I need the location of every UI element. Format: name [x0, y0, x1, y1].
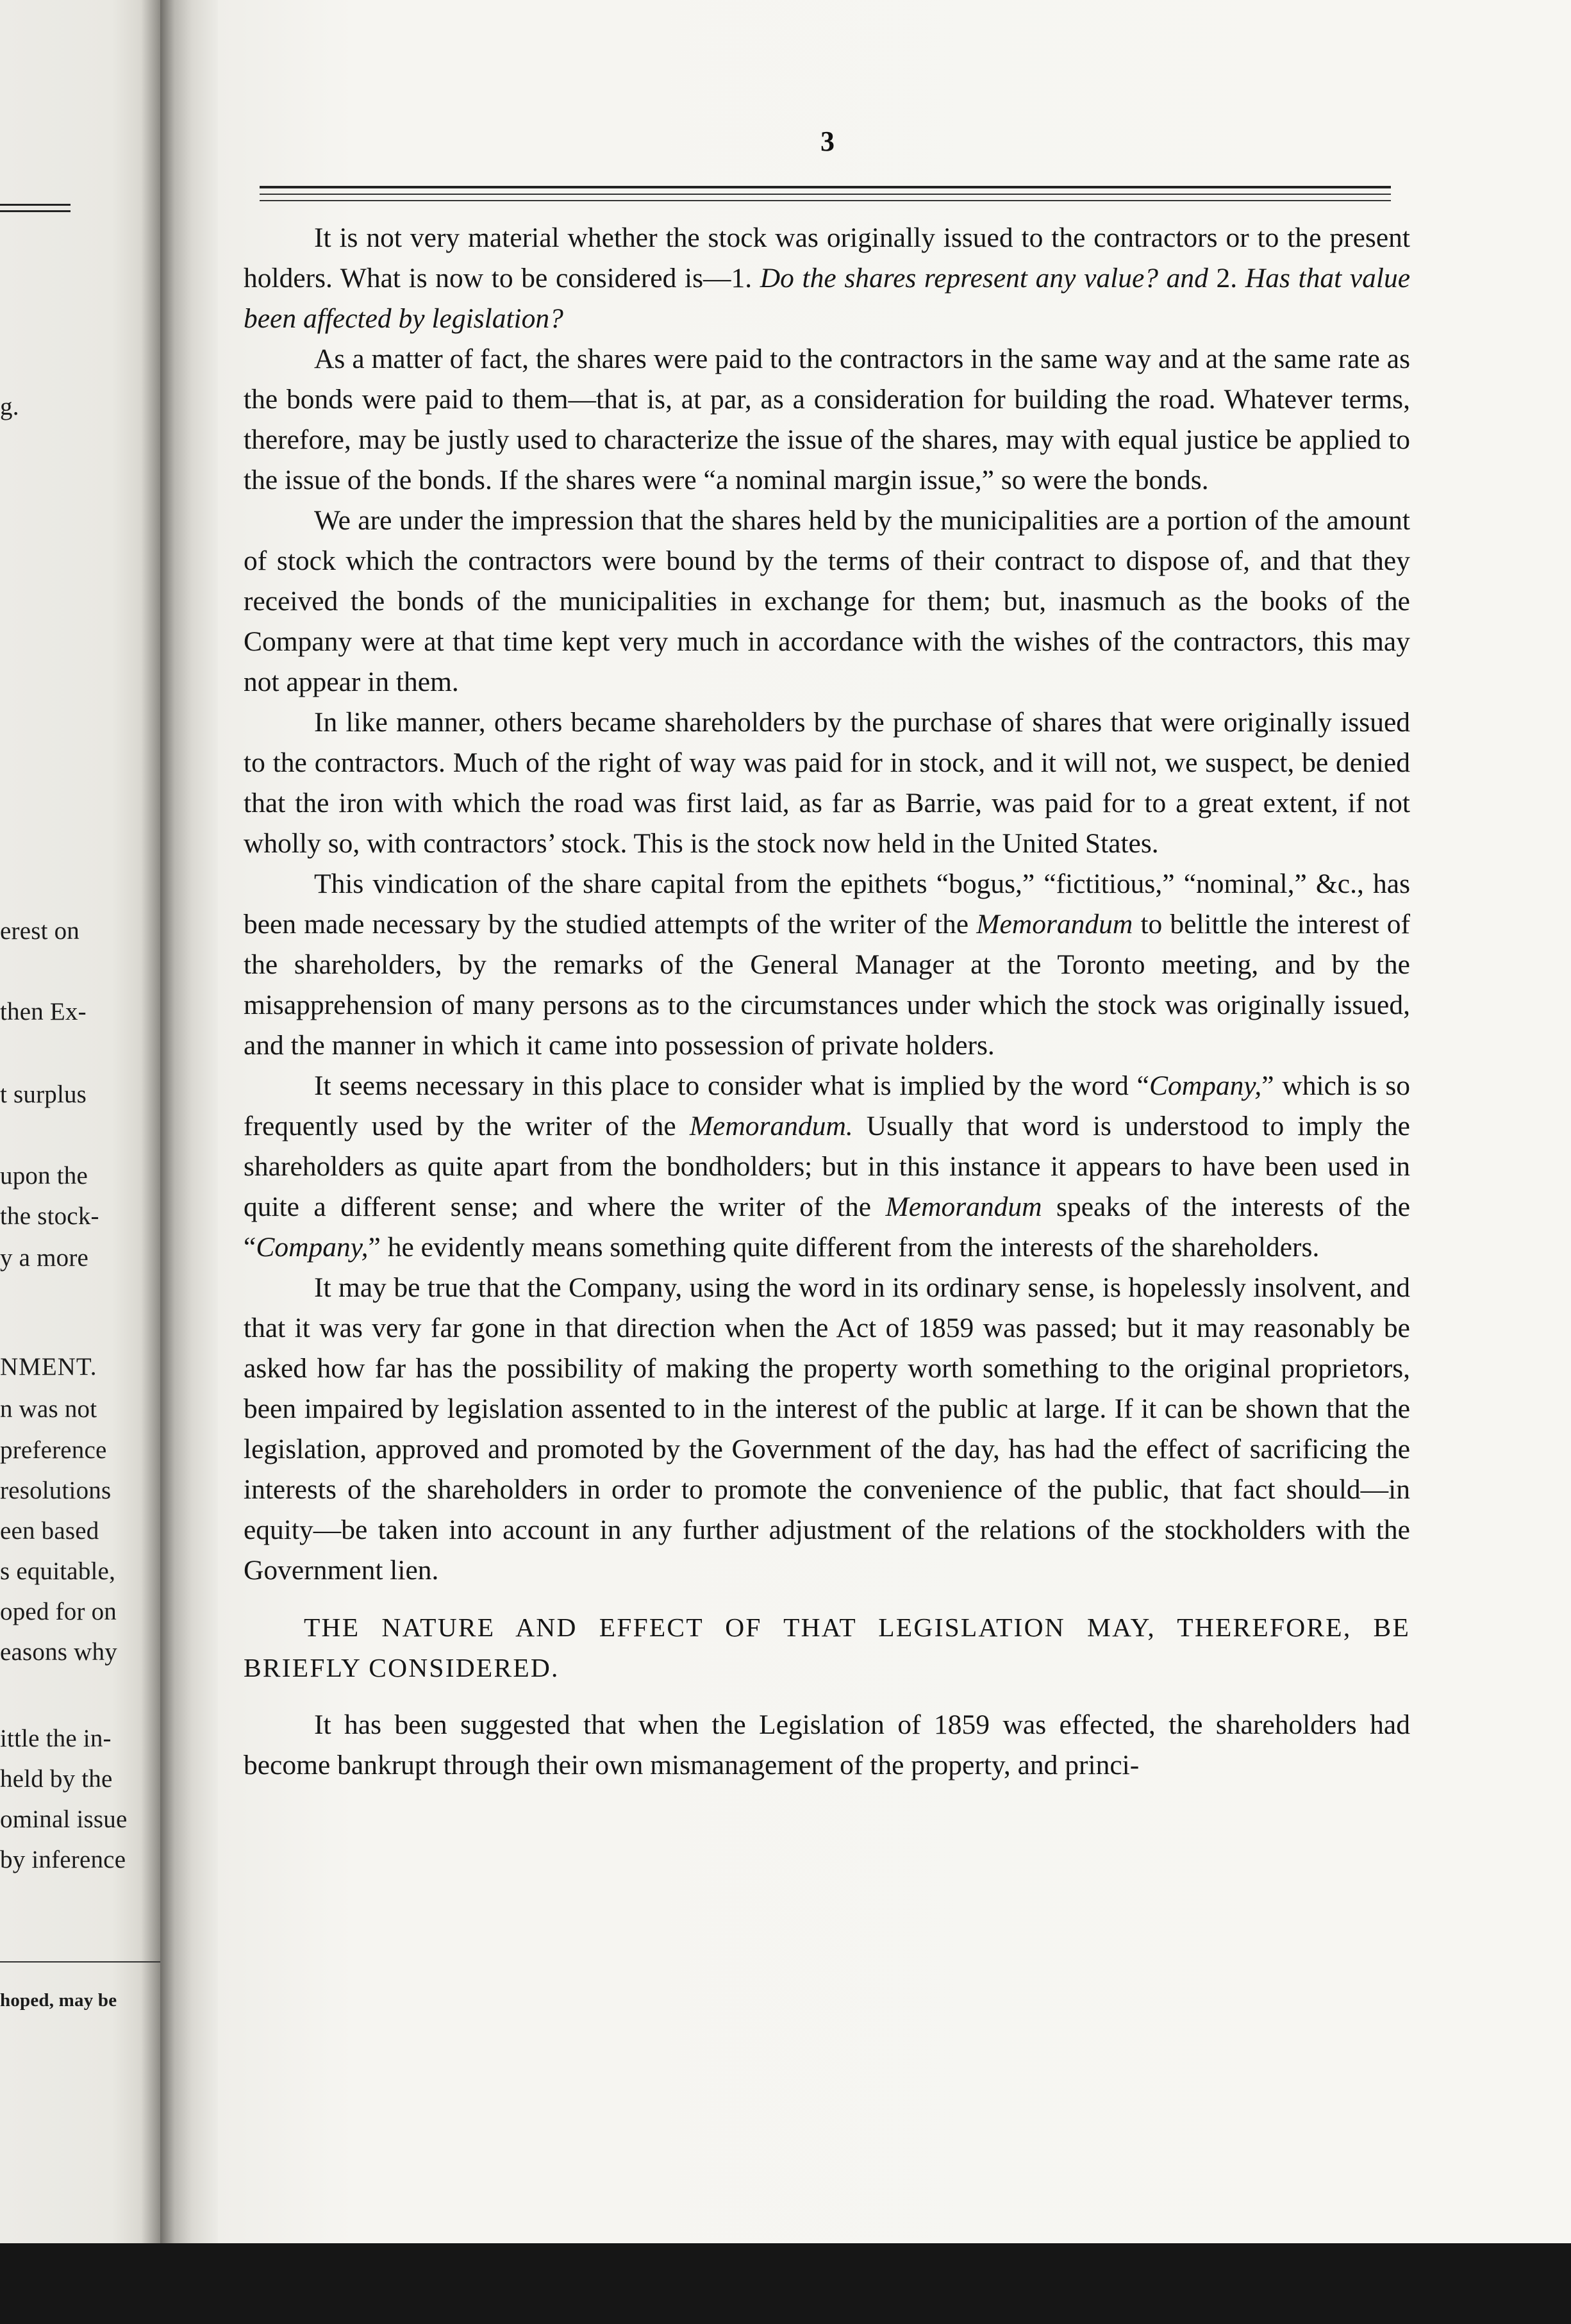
left-page-line: s equitable, — [0, 1557, 116, 1585]
left-page-line: n was not — [0, 1395, 97, 1423]
paragraph — [244, 1066, 1410, 1268]
book-gutter — [160, 0, 218, 2324]
left-page-footnote-rule — [0, 1961, 160, 1963]
paragraph — [244, 1268, 1410, 1591]
italic-run: Do the shares represent any value? and — [760, 263, 1217, 294]
text-run: We are under the impression that the shares held by the municipalities are a portion of the amount of stock which the contractors were bound by the terms of their contract to dispose of, and that they received the bonds of the municipalities in exchange for them; but, inasmuch as the books of the Company were at that time kept very much in accordance with the wishes of the contractors, this may not appear in them. — [244, 505, 1410, 697]
scan-border — [0, 2243, 1571, 2324]
left-page-line: ittle the in- — [0, 1725, 112, 1752]
section-heading: THE NATURE AND EFFECT OF THAT LEGISLATION MAY, THEREFORE, BE BRIEFLY CONSIDERED. — [244, 1613, 1410, 1682]
text-run: ” he evidently means something quite different from the interests of the shareholders. — [368, 1232, 1320, 1263]
left-page-line: by inference — [0, 1846, 126, 1873]
paragraph — [244, 218, 1410, 339]
paragraph: It has been suggested that when the Legislation of 1859 was effected, the shareholders had become bankrupt through their own mismanagement of the property, and princi- — [244, 1709, 1410, 1780]
left-page-line: ominal issue — [0, 1805, 128, 1833]
left-page-line: resolutions — [0, 1477, 112, 1504]
page-number: 3 — [820, 126, 835, 157]
paragraph — [244, 501, 1410, 702]
text-run: It is not very material whether the stock was originally issued to the contractors or to the present holders. What is now to be considered is—1. — [244, 222, 1410, 294]
left-page-line: g. — [0, 393, 19, 420]
text-run: It seems necessary in this place to consider what is implied by the word “ — [314, 1070, 1149, 1101]
left-page-line: then Ex- — [0, 998, 87, 1025]
left-page-line: erest on — [0, 917, 79, 945]
text-run: As a matter of fact, the shares were paid to the contractors in the same way and at the same rate as the bonds were paid to them—that is, at par, as a consideration for building the road. Whatever terms, therefore, may be justly used to characterize the issue of the shares, may with equal justice be applied to the issue of the bonds. If the shares were “a nominal margin issue,” so were the bonds. — [244, 344, 1410, 495]
text-run: to belittle the interest of the shareholders, by the remarks of the General Manager at the Toronto meeting, and by the misapprehension of many persons as to the circumstances under which the stock was originally issued, and the manner in which it came into possession of private holders. — [244, 909, 1410, 1061]
body-text — [244, 218, 1410, 1786]
left-page-line: held by the — [0, 1765, 113, 1793]
text-run: Usually that word is understood to imply the shareholders as quite apart from the bondholders; but in this instance it appears to have been used in quite a different sense; and where the writer of the — [244, 1111, 1410, 1222]
left-page-line: t surplus — [0, 1081, 87, 1108]
left-page-rule — [0, 204, 71, 206]
left-page-line: preference — [0, 1436, 107, 1464]
left-page-line: een based — [0, 1517, 99, 1545]
text-run: ” which is so frequently used by the writer of the — [244, 1070, 1411, 1141]
left-page-line: y a more — [0, 1244, 89, 1272]
italic-run: Company, — [1149, 1070, 1262, 1101]
left-page-line: oped for on — [0, 1598, 117, 1625]
header-rule — [260, 194, 1391, 195]
header-rule — [260, 200, 1391, 201]
text-run: It may be true that the Company, using the word in its ordinary sense, is hopelessly insolvent, and that it was very far gone in that direction when the Act of 1859 was passed; but it may reasonably be asked how far has the possibility of making the property worth something to the original proprietors, been impaired by legislation assented to in the interest of the public at large. If it can be shown that the legislation, approved and promoted by the Government of the day, has had the effect of sacrificing the interests of the shareholders in order to promote the convenience of the public, that fact should—in equity—be taken into account in any further adjustment of the relations of the stockholders with the Government lien. — [244, 1272, 1410, 1586]
italic-run: Company, — [256, 1232, 369, 1263]
italic-run: Memorandum — [976, 909, 1133, 940]
italic-run: Memorandum — [885, 1191, 1042, 1222]
text-run: In like manner, others became shareholders by the purchase of shares that were originally issued to the contractors. Much of the right of way was paid for in stock, and it will not, we suspect, be denied that the iron with which the road was first laid, as far as Barrie, was paid for to a great extent, if not wholly so, with contractors’ stock. This is the stock now held in the United States. — [244, 707, 1410, 859]
italic-run: Has that value been affected by legislation? — [244, 263, 1411, 334]
left-page-line: NMENT. — [0, 1353, 97, 1381]
left-page-line: upon the — [0, 1162, 88, 1190]
paragraph — [244, 702, 1410, 864]
left-page-line: the stock- — [0, 1202, 99, 1230]
text-run: This vindication of the share capital from the epithets “bogus,” “fictitious,” “nominal,” &c., has been made necessary by the studied attempts of the writer of the — [244, 868, 1410, 940]
left-page-footnote: hoped, may be — [0, 1990, 117, 2011]
facing-page-fragment — [0, 0, 160, 2324]
left-page-line: easons why — [0, 1638, 117, 1666]
italic-run: Memorandum. — [689, 1111, 853, 1141]
paragraph — [244, 339, 1410, 501]
paragraph — [244, 864, 1410, 1066]
left-page-rule — [0, 210, 71, 212]
text-run: speaks of the interests of the “ — [244, 1191, 1410, 1263]
text-run: 2. — [1216, 263, 1245, 294]
header-rule — [260, 186, 1391, 188]
